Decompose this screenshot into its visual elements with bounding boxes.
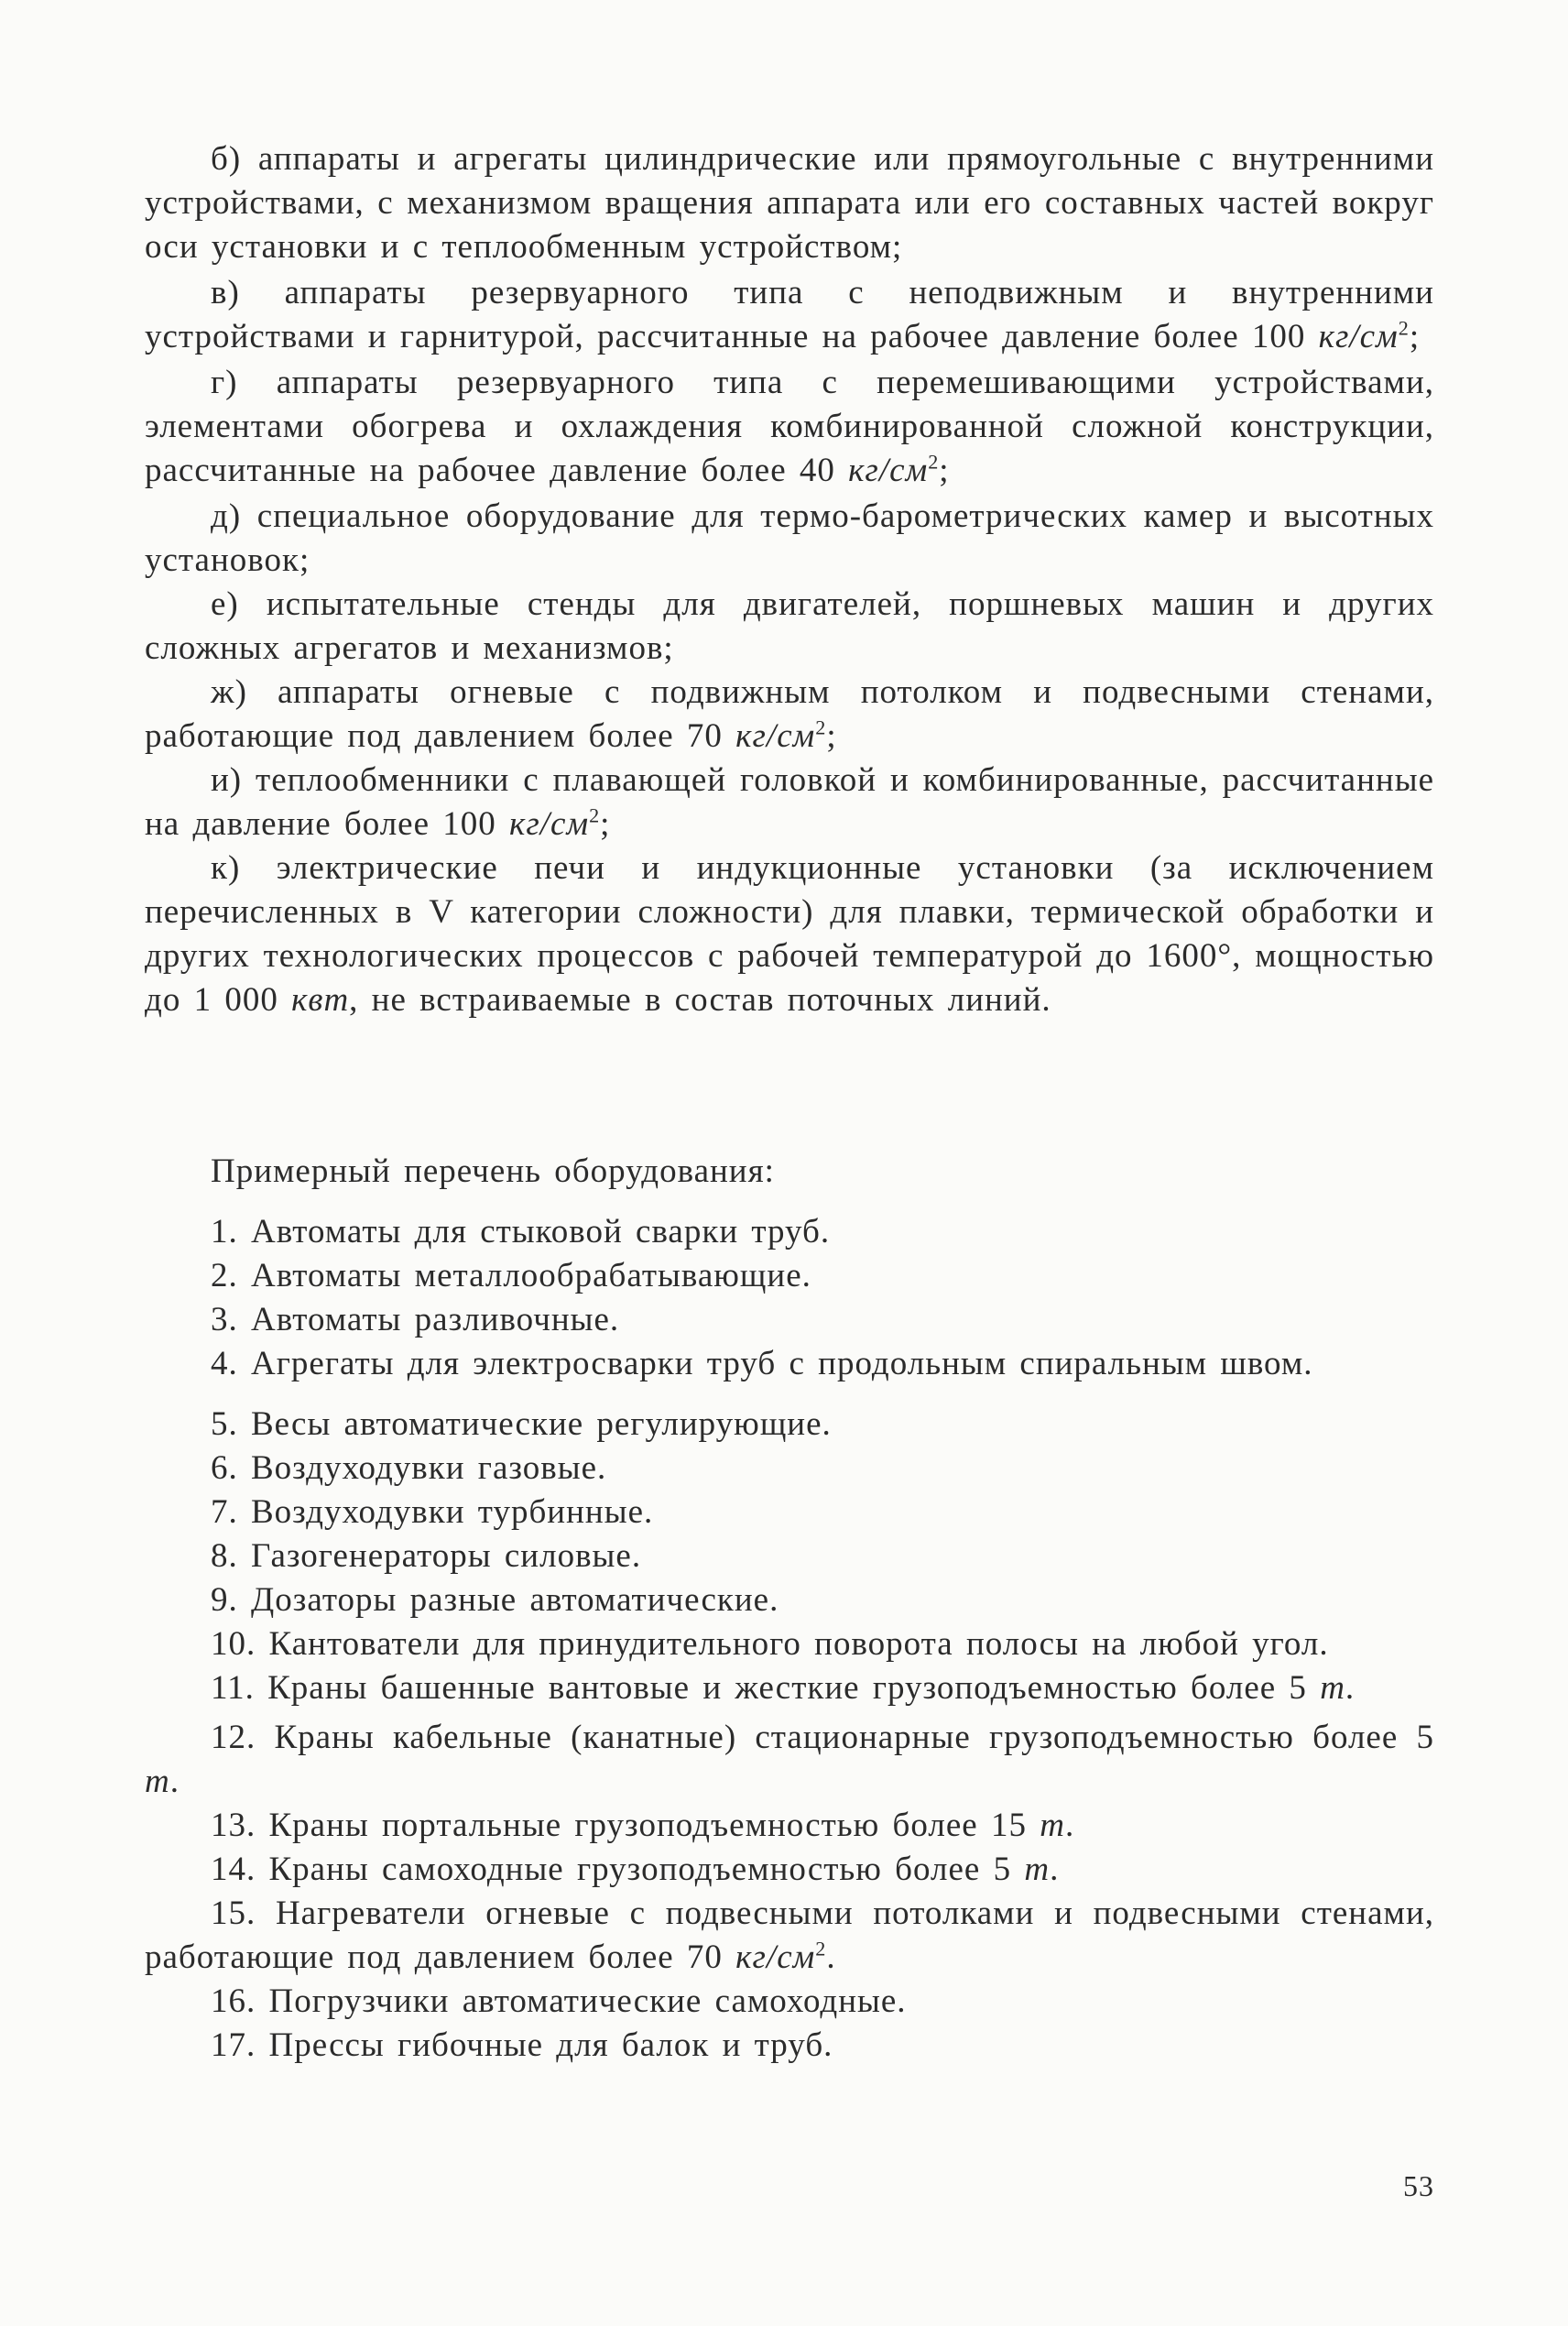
list-item-unit: т [145, 1763, 170, 1800]
item-v-text: в) аппараты резервуарного типа с неподвижным и внутренними устройствами и гарнитурой, рассчитанные на рабочее давление более 100 [145, 274, 1434, 355]
item-i [145, 759, 1434, 846]
item-v-tail: ; [1409, 318, 1421, 355]
item-zh [145, 671, 1434, 759]
list-item [145, 1892, 1434, 1980]
item-k [145, 846, 1434, 1022]
item-k-unit: квт [291, 981, 350, 1019]
list-item: 7. Воздуходувки турбинные. [211, 1493, 654, 1531]
list-item-text: 15. Нагреватели огневые с подвесными потолками и подвесными стенами, работающие под давлением более 70 [145, 1895, 1434, 1976]
list-item-unit: т [1024, 1851, 1051, 1888]
list-item: 9. Дозаторы разные автоматические. [211, 1581, 779, 1619]
item-e [145, 583, 1434, 671]
list-item: 3. Автоматы разливочные. [211, 1301, 620, 1338]
item-zh-unit: кг/см [735, 717, 816, 755]
item-d-text: д) специальное оборудование для термо-барометрических камер и высотных установок; [145, 497, 1434, 579]
item-i-unit: кг/см [509, 805, 590, 843]
list-item-tail: . [1345, 1669, 1356, 1707]
item-e-text: е) испытательные стенды для двигателей, поршневых машин и других сложных агрегатов и механизмов; [145, 585, 1434, 667]
list-item [145, 1716, 1434, 1804]
equipment-list [145, 1150, 1434, 2068]
list-item [145, 1804, 1434, 1848]
item-zh-sup: 2 [815, 715, 827, 739]
item-v-unit: кг/см [1318, 318, 1399, 355]
item-v [145, 271, 1434, 359]
list-item-tail: . [169, 1763, 180, 1800]
item-g-unit: кг/см [848, 452, 929, 489]
item-i-tail: ; [600, 805, 611, 843]
list-item: 16. Погрузчики автоматические самоходные. [211, 1982, 907, 2020]
item-zh-tail: ; [826, 717, 837, 755]
list-item-unit: т [1320, 1669, 1345, 1707]
list-item-sup: 2 [815, 1937, 827, 1960]
item-v-sup: 2 [1398, 316, 1410, 340]
item-i-text: и) теплообменники с плавающей головкой и комбинированные, рассчитанные на давление более 100 [145, 761, 1434, 843]
list-item [145, 1848, 1434, 1892]
list-item: 8. Газогенераторы силовые. [211, 1537, 642, 1575]
list-item: 2. Автоматы металлообрабатывающие. [211, 1257, 811, 1294]
item-g [145, 361, 1434, 493]
item-zh-text: ж) аппараты огневые с подвижным потолком и подвесными стенами, работающие под давлением более 70 [145, 673, 1434, 755]
category-items-block [145, 137, 1434, 1022]
list-item-text: 12. Краны кабельные (канатные) стационарные грузоподъемностью более 5 [211, 1719, 1434, 1756]
list-heading: Примерный перечень оборудования: [211, 1152, 775, 1190]
list-item: 5. Весы автоматические регулирующие. [211, 1405, 832, 1443]
item-b-text: б) аппараты и агрегаты цилиндрические или прямоугольные с внутренними устройствами, с механизмом вращения аппарата или его составных частей вокруг оси установки и с теплообменным устройством; [145, 140, 1434, 266]
list-item-tail: . [1050, 1851, 1060, 1888]
page-number: 53 [1403, 2169, 1434, 2202]
list-item: 4. Агрегаты для электросварки труб с продольным спиральным швом. [211, 1345, 1313, 1382]
list-item: 17. Прессы гибочные для балок и труб. [211, 2026, 833, 2064]
item-g-text: г) аппараты резервуарного типа с перемешивающими устройствами, элементами обогрева и охлаждения комбинированной сложной конструкции, рассчитанные на рабочее давление более 40 [145, 364, 1434, 489]
list-item-text: 14. Краны самоходные грузоподъемностью более 5 [211, 1851, 1025, 1888]
item-k-tail: , не встраиваемые в состав поточных линий. [349, 981, 1051, 1019]
item-k-text: к) электрические печи и индукционные установки (за исключением перечисленных в V категории сложности) для плавки, термической обработки и других технологических процессов с рабочей температурой до 1600°, мощностью до 1 000 [145, 849, 1434, 1019]
item-g-sup: 2 [928, 450, 940, 474]
item-i-sup: 2 [589, 803, 601, 827]
item-g-tail: ; [939, 452, 950, 489]
list-item-tail: . [1064, 1807, 1075, 1844]
list-item: 10. Кантователи для принудительного поворота полосы на любой угол. [211, 1625, 1329, 1663]
list-item-unit: т [1040, 1807, 1065, 1844]
list-item-text: 13. Краны портальные грузоподъемностью более 15 [211, 1807, 1040, 1844]
list-item-text: 11. Краны башенные вантовые и жесткие грузоподъемностью более 5 [211, 1669, 1321, 1707]
item-b [145, 137, 1434, 269]
list-item: 1. Автоматы для стыковой сварки труб. [211, 1213, 831, 1250]
list-item: 6. Воздуходувки газовые. [211, 1449, 607, 1487]
list-item [145, 1666, 1434, 1710]
item-d [145, 495, 1434, 583]
list-item-unit: кг/см [735, 1938, 816, 1976]
list-item-tail: . [826, 1938, 836, 1976]
